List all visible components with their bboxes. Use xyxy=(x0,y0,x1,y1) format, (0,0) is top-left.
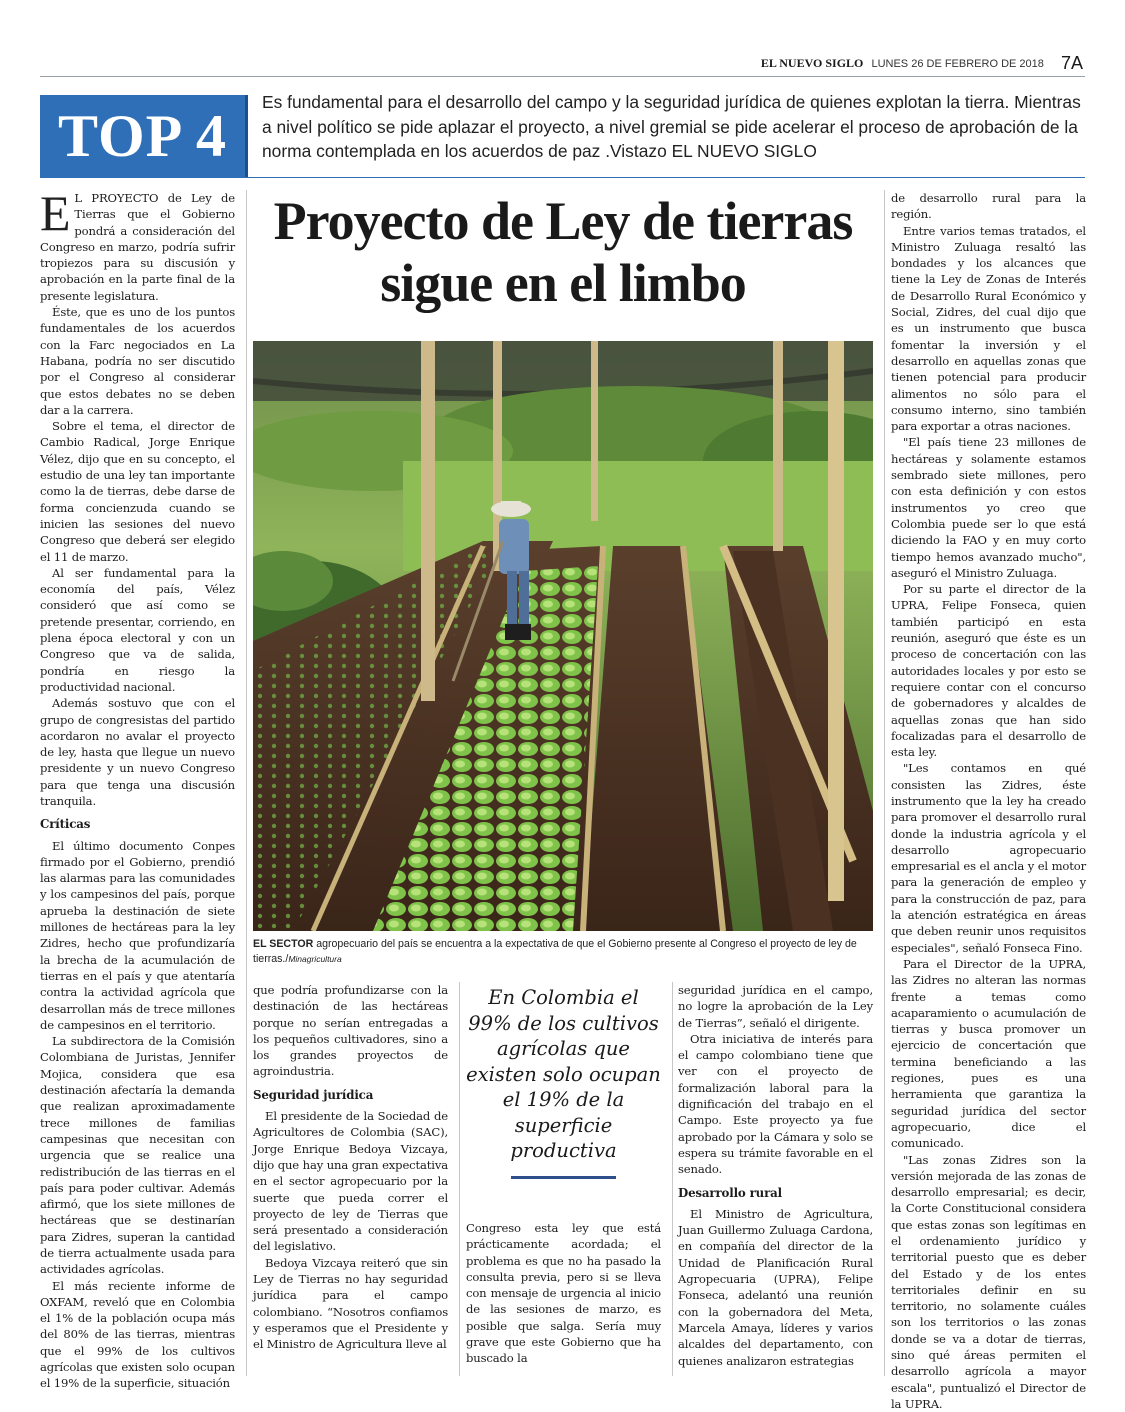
paragraph: La subdirectora de la Comisión Colombiana de Juristas, Jennifer Mojica, considera que esa destinación afectaría la demanda que realizan aproximadamente trece millones de familias campesinas que necesitan con urgencia que se realice una redistribución de las tierras en el país para poder cultivar. Además afirmó, que los siete millones de hectáreas que se destinarían para Zidres, superan la cantidad de tierra actualmente usada para actividades agrícolas. xyxy=(40,1034,235,1277)
subheading: Desarrollo rural xyxy=(678,1185,782,1200)
paragraph: de desarrollo rural para la región. xyxy=(891,191,1086,222)
headline-line-2: sigue en el limbo xyxy=(380,253,746,313)
photo-caption xyxy=(253,937,873,967)
headline xyxy=(253,190,873,314)
article-column-4 xyxy=(678,982,873,1369)
article-column-2 xyxy=(253,982,448,1353)
newspaper-name: EL NUEVO SIGLO xyxy=(760,56,864,70)
caption-lead: EL SECTOR xyxy=(253,938,314,950)
section-label-text: TOP 4 xyxy=(58,103,227,169)
paragraph: El Ministro de Agricultura, Juan Guillermo Zuluaga Cardona, en compañía del director de la Unidad de Planificación Rural Agropecuaria (UPRA), Felipe Fonseca, adelantó una reunión con la gobernadora del Meta, Marcela Amaya, líderes y varios alcaldes del departamento, con quienes analizaron estrategias xyxy=(678,1206,873,1368)
subheading: Críticas xyxy=(40,817,91,832)
article-deck: Es fundamental para el desarrollo del campo y la seguridad jurídica de quienes explotan la tierra. Mientras a nivel político se pide aplazar el proyecto, a nivel gremial se pide acelerar el proceso de aprobación de la norma contemplada en los acuerdos de paz .Vistazo EL NUEVO SIGLO xyxy=(262,92,1081,161)
deck-rule xyxy=(40,177,1085,178)
masthead xyxy=(663,52,1083,72)
article-photo xyxy=(253,341,873,931)
paragraph-text: L PROYECTO de Ley de Tierras que el Gobierno pondrá a consideración del Congreso en marzo, podría sufrir tropiezos para su discusión y aprobación en la parte final de la presente legislatura. xyxy=(40,191,235,303)
paragraph: El más reciente informe de OXFAM, reveló que en Colombia el 1% de la población ocupa más del 80% de las tierras, mientras que el 99% de los cultivos agrícolas que existen solo ocupan el 19% de la superficie, situación xyxy=(40,1278,235,1391)
paragraph xyxy=(40,185,235,304)
top-rule xyxy=(40,76,1085,77)
column-divider xyxy=(672,982,673,1376)
article-column-1 xyxy=(40,185,235,1392)
subheading: Seguridad jurídica xyxy=(253,1087,374,1102)
paragraph: Además sostuvo que con el grupo de congresistas del partido acordaron no avalar el proyecto de ley, hasta que llegue un nuevo presidente y un nuevo Congreso para que tenga una discusión tranquila. xyxy=(40,696,235,808)
paragraph: Éste, que es uno de los puntos fundamentales de los acuerdos con la Farc negociados en La Habana, podría no ser discutido por el Congreso al considerar que estos debates no se deben dar a la carrera. xyxy=(40,305,235,417)
photo-credit: Minagricultura xyxy=(288,954,342,964)
pull-quote-rule xyxy=(511,1176,616,1179)
article-column-3 xyxy=(466,1220,661,1367)
farm-photo-illustration xyxy=(253,341,873,931)
paragraph: El presidente de la Sociedad de Agricultores de Colombia (SAC), Jorge Enrique Bedoya Vizcaya, dijo que hay una gran expectativa en el sector agropecuario por la suerte que pueda correr el proyecto de ley de Tierras que será presentado a consideración del legislativo. xyxy=(253,1109,448,1254)
drop-cap: E xyxy=(40,185,71,241)
article-column-5 xyxy=(891,190,1086,1412)
paragraph: "El país tiene 23 millones de hectáreas y solamente estamos sembrado siete millones, pero con esta definición y con estos instrumentos yo creo que Colombia puede ser lo que está diciendo la FAO y en muy corto tiempo hemos avanzado mucho", aseguró el Ministro Zuluaga. xyxy=(891,435,1086,580)
paragraph: que podría profundizarse con la destinación de las hectáreas porque no serían entregadas a los pequeños cultivadores, sino a los grandes proyectos de agroindustria. xyxy=(253,983,448,1079)
paragraph: Otra iniciativa de interés para el campo colombiano tiene que ver con el proyecto de formalización laboral para la dignificación del trabajo en el Campo. Este proyecto ya fue aprobado por la Cámara y solo se espera su trámite favorable en el senado. xyxy=(678,1031,873,1177)
page-number: 7A xyxy=(1060,53,1083,73)
paragraph: Bedoya Vizcaya reiteró que sin Ley de Tierras no hay seguridad jurídica para el campo colombiano. “Nosotros confiamos y esperamos que el Presidente y el Ministro de Agricultura lleve al xyxy=(253,1255,448,1352)
paragraph: Sobre el tema, el director de Cambio Radical, Jorge Enrique Vélez, dijo que en su concepto, el estudio de una ley tan importante como la de tierras, debe darse de forma concienzuda cuando se inicien las sesiones del nuevo Congreso que deberá ser elegido el 11 de marzo. xyxy=(40,419,235,564)
paragraph: Por su parte el director de la UPRA, Felipe Fonseca, quien también participó en esta reunión, aseguró que éste es un proceso de concertación con las autoridades locales y por esto se requiere contar con el concurso de gobernadores y alcaldes de aquellas zonas que han sido focalizadas para el desarrollo de esta ley. xyxy=(891,582,1086,760)
issue-date: LUNES 26 DE FEBRERO DE 2018 xyxy=(871,58,1044,70)
column-divider xyxy=(884,190,885,1376)
paragraph: Para el Director de la UPRA, las Zidres no alteran las normas frente a temas como acaparamiento o acumulación de tierras y busca promover un ejercicio de concertación que termina beneficiando a las regiones, pues es una herramienta que garantiza la seguridad jurídica del sector agropecuario, dice el comunicado. xyxy=(891,956,1086,1151)
headline-line-1: Proyecto de Ley de tierras xyxy=(273,191,853,251)
paragraph: seguridad jurídica en el campo, no logre la aprobación de la Ley de Tierras”, señaló el dirigente. xyxy=(678,983,873,1030)
pull-quote: En Colombia el 99% de los cultivos agrícolas que existen solo ocupan el 19% de la superficie productiva xyxy=(466,986,661,1162)
column-divider xyxy=(459,982,460,1376)
section-label xyxy=(40,95,248,177)
column-divider xyxy=(246,190,247,1376)
caption-text: agropecuario del país se encuentra a la expectativa de que el Gobierno presente al Congreso el proyecto de ley de tierras./ xyxy=(253,938,857,965)
paragraph: Congreso esta ley que está prácticamente acordada; el problema es que no ha pasado la consulta previa, pero si se lleva con mensaje de urgencia al inicio de las sesiones de marzo, es posible que salga. Sería muy grave que este Gobierno que ha buscado la xyxy=(466,1221,661,1366)
paragraph: El último documento Conpes firmado por el Gobierno, prendió las alarmas para las comunidades y los campesinos del país, porque aprueba la destinación de siete millones de hectáreas para la ley Zidres, hecho que profundizaría la brecha de la acumulación de tierras en el país y que atentaría contra la actividad agrícola que desarrollan más de trece millones de campesinos en el territorio. xyxy=(40,838,235,1032)
paragraph: Al ser fundamental para la economía del país, Vélez consideró que así como se pretende presentar, corriendo, en plena época electoral y con un Congreso que va de salida, pondría en riesgo la productividad nacional. xyxy=(40,565,235,694)
paragraph: "Les contamos en qué consisten las Zidres, éste instrumento que la ley ha creado para promover el desarrollo rural donde la industria agrícola y el desarrollo agropecuario empresarial es el ancla y el motor para la generación de empleo y para la construcción de paz, para la atención estratégica en áreas que deben reunir unos requisitos especiales", señaló Fonseca Fino. xyxy=(891,761,1086,955)
paragraph: Entre varios temas tratados, el Ministro Zuluaga resaltó las bondades y los alcances que tiene la Ley de Zonas de Interés de Desarrollo Rural Económico y Social, Zidres, del cual dijo que es un instrumento que busca fomentar la inversión y el desarrollo en aquellas zonas que tienen potencial para producir alimentos no sólo para el consumo interno, sino también para exportar a otras naciones. xyxy=(891,223,1086,434)
paragraph: "Las zonas Zidres son la versión mejorada de las zonas de desarrollo empresarial; es decir, la Corte Constitucional considera que estas zonas son legítimas en el ordenamiento jurídico y territorial puesto que es deber del Estado y de los entes territoriales definir en su territorio, no solamente cuáles son los territorios o las zonas donde se va a dotar de tierras, sino qué áreas permiten el desarrollo agrícola a mayor escala", puntualizó el Director de la UPRA. xyxy=(891,1152,1086,1411)
